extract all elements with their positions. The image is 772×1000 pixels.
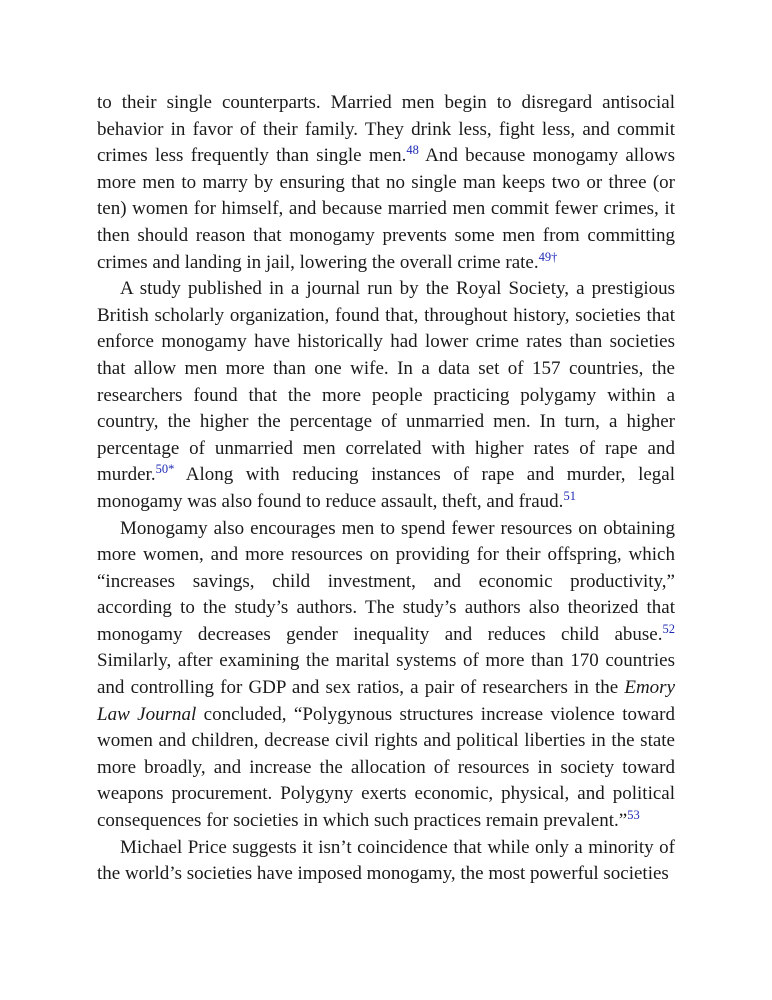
paragraph-4-text-a: Michael Price suggests it isn’t coincidence that while only a minority of the world’s societies have imposed monogamy, the most powerful societies [97, 836, 675, 885]
paragraph-2-text-a: A study published in a journal run by the Royal Society, a prestigious British scholarly organization, found that, throughout history, societies that enforce monogamy have historically had lower crime rates than societies that allow men more than one wife. In a data set of 157 countries, the researchers found that the more people practicing polygamy within a country, the higher the percentage of unmarried men. In turn, a higher percentage of unmarried men correlated with higher rates of rape and murder. [97, 278, 675, 486]
paragraph-1-text-b: And because monogamy allows more men to marry by ensuring that no single man keeps two or three (or ten) women for himself, and because married men commit fewer crimes, it then should reason that monogamy prevents some men from committing crimes and landing in jail, lowering the overall crime rate. [97, 145, 675, 273]
paragraph-3-text-c: concluded, “Polygynous structures increase violence toward women and children, decrease civil rights and political liberties in the state more broadly, and increase the allocation of resources in society toward weapons procurement. Polygyny exerts economic, physical, and political consequences for societies in which such practices remain prevalent.” [97, 703, 675, 832]
paragraph-3-text-b: Similarly, after examining the marital systems of more than 170 countries and controlling for GDP and sex ratios, a pair of researchers in the [97, 650, 675, 699]
paragraph-4 [97, 835, 675, 888]
footnote-ref-53[interactable]: 53 [627, 808, 640, 823]
paragraph-1 [97, 90, 675, 276]
paragraph-3-text-a: Monogamy also encourages men to spend fewer resources on obtaining more women, and more resources on providing for their offspring, which “increases savings, child investment, and economic productivity,” according to the study’s authors. The study’s authors also theorized that monogamy decreases gender inequality and reduces child abuse. [97, 517, 675, 645]
paragraph-2 [97, 276, 675, 515]
footnote-ref-48[interactable]: 48 [406, 143, 419, 158]
paragraph-2-text-b: Along with reducing instances of rape and murder, legal monogamy was also found to reduce assault, theft, and fraud. [97, 464, 675, 512]
paragraph-1-text-a: to their single counterparts. Married men begin to disregard antisocial behavior in favor of their family. They drink less, fight less, and commit crimes less frequently than single men. [97, 92, 675, 167]
footnote-ref-49[interactable]: 49† [538, 249, 558, 264]
footnote-ref-51[interactable]: 51 [563, 489, 576, 504]
journal-title: Emory Law Journal [97, 677, 675, 725]
document-page [97, 90, 675, 888]
footnote-ref-50[interactable]: 50* [155, 462, 175, 477]
footnote-ref-52[interactable]: 52 [662, 622, 675, 636]
paragraph-3 [97, 516, 675, 835]
